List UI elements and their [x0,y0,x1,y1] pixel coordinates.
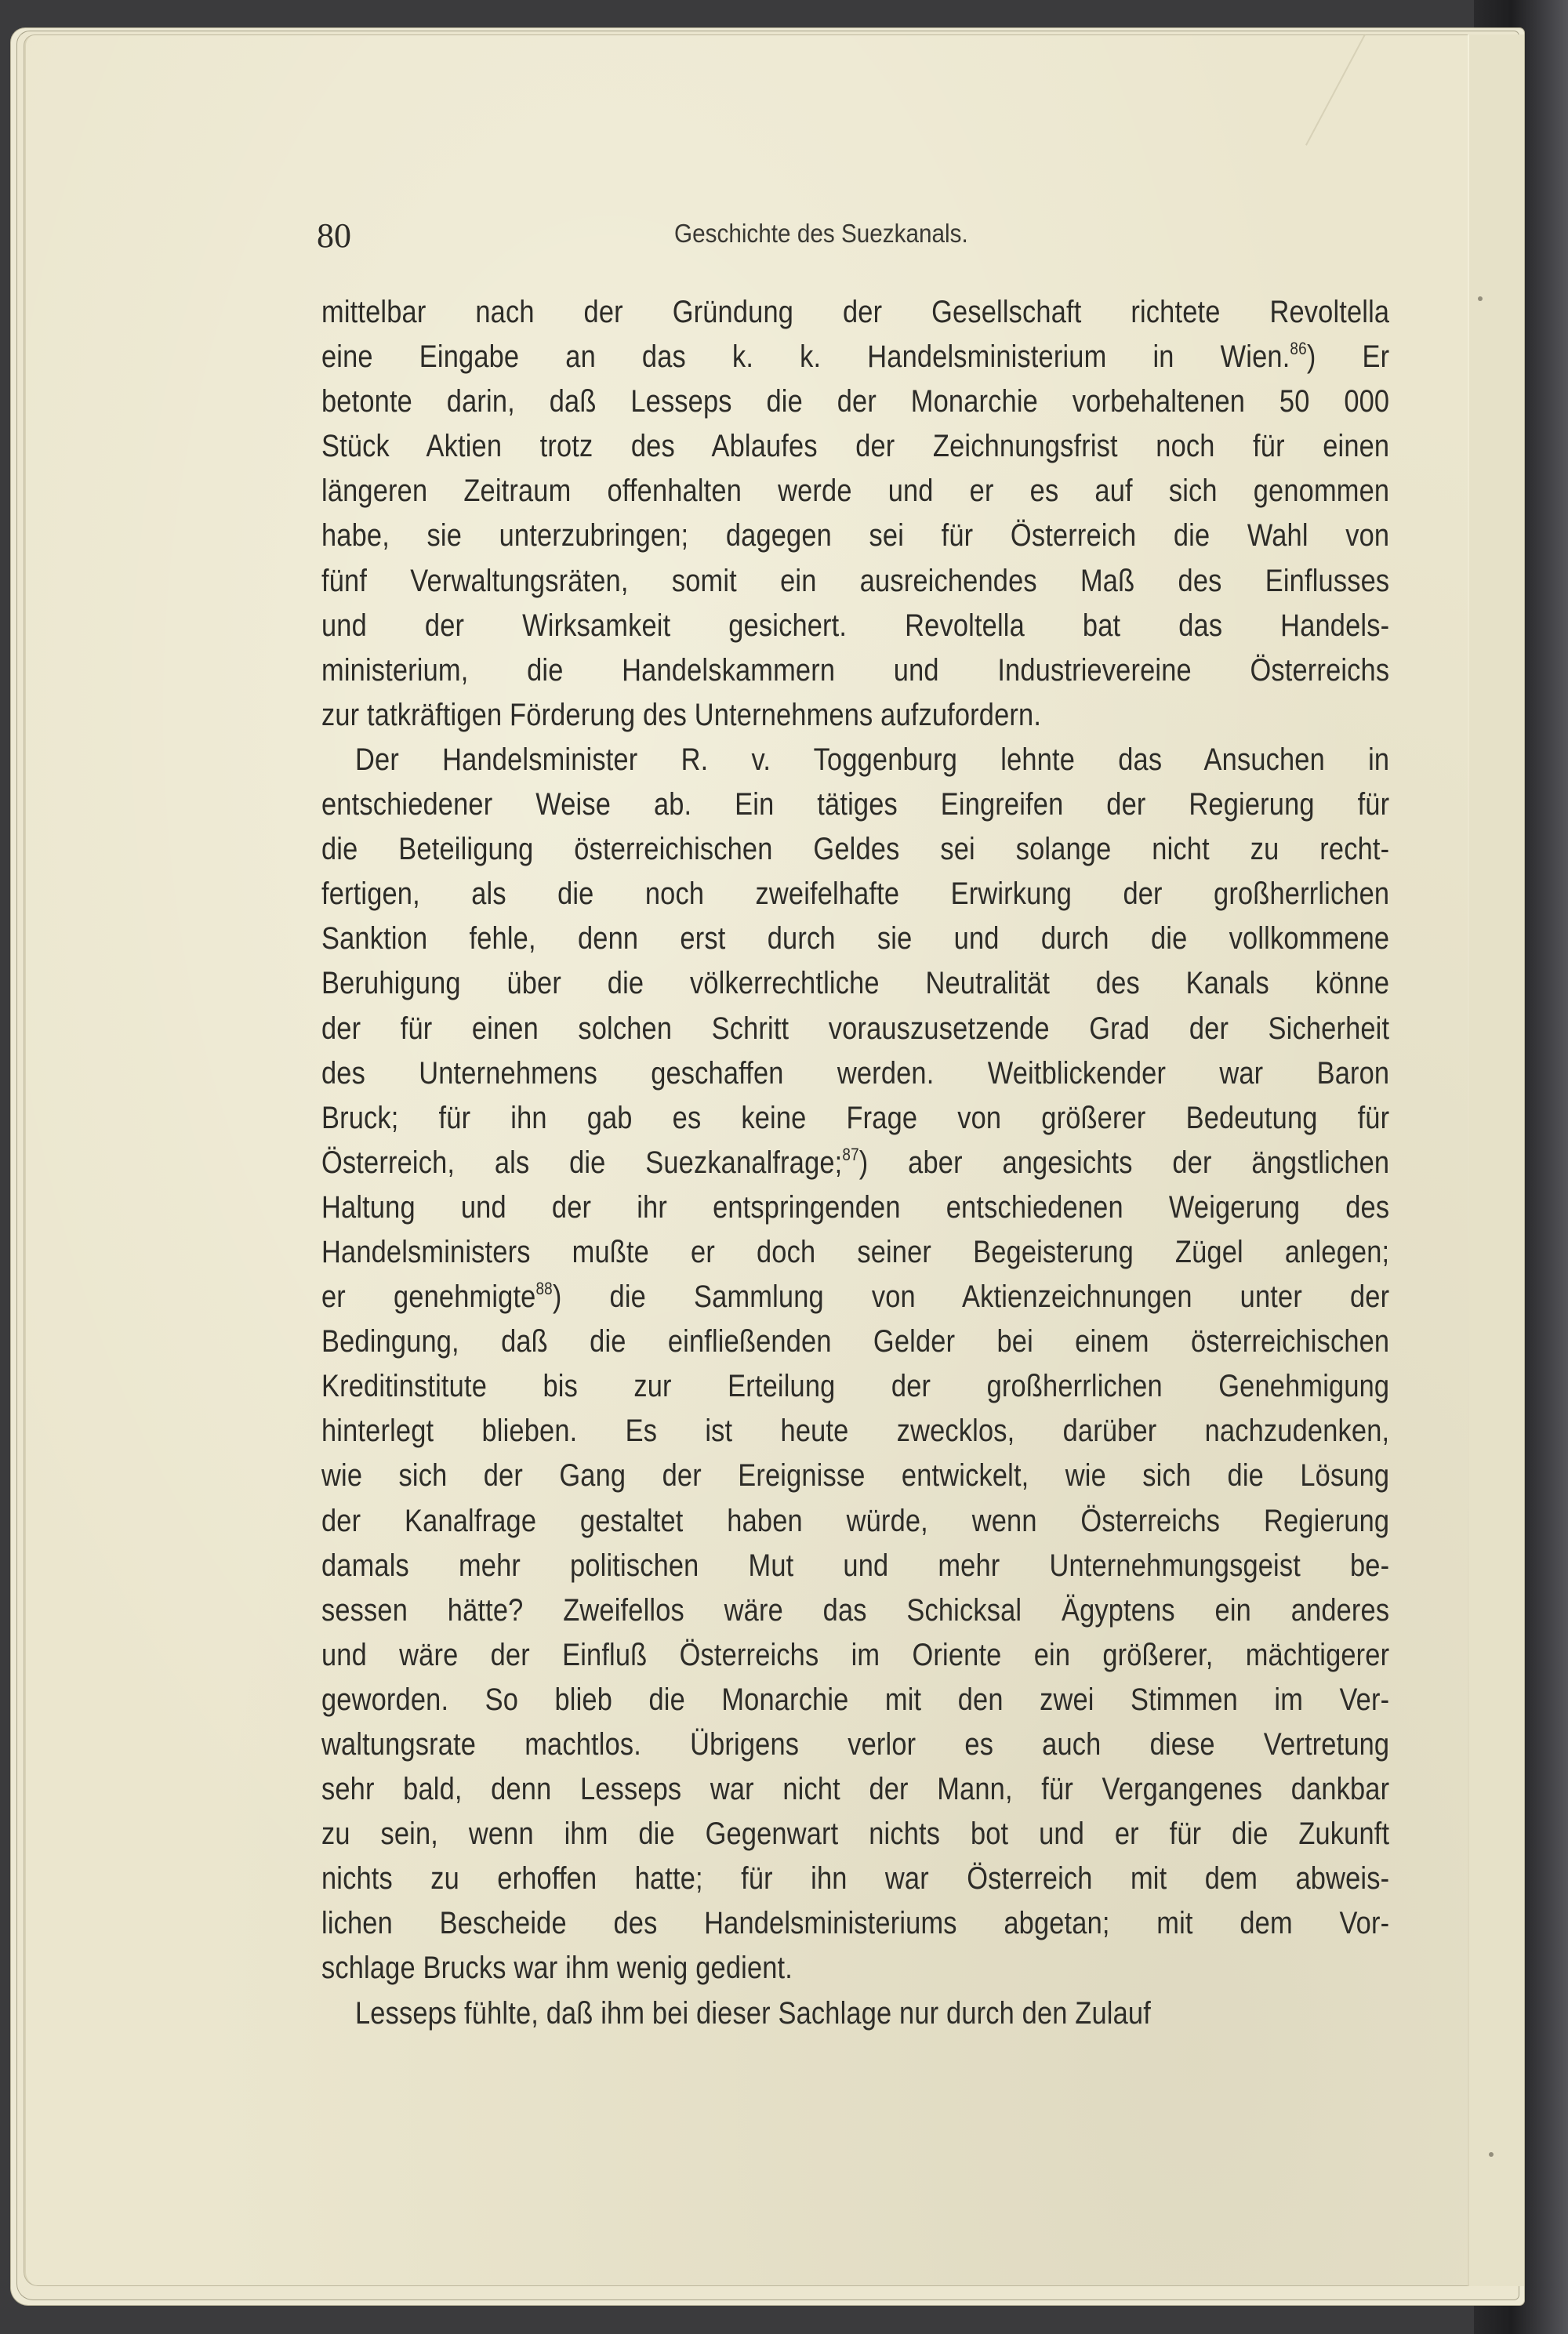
text-run: Beruhigung über die völkerrechtliche Neutralität des Kanals könne [321,966,1390,1001]
text-run: hinterlegt blieben. Es ist heute zwecklos, darüber nachzudenken, [321,1414,1390,1449]
text-line [321,1812,1389,1857]
text-run: ministerium, die Handelskammern und Industrievereine Österreichs [321,652,1390,688]
text-line [321,290,1389,335]
text-run: und der Wirksamkeit gesichert. Revoltella bat das Handels- [321,608,1390,643]
text-run: schlage Brucks war ihm wenig gedient. [321,1951,793,1986]
text-run: geworden. So blieb die Monarchie mit den zwei Stimmen im Ver- [321,1682,1390,1717]
text-line [321,827,1389,872]
text-run: ) Er [1306,339,1390,375]
text-run: fertigen, als die noch zweifelhafte Erwirkung der großherrlichen [321,877,1390,912]
text-run: er genehmigte [321,1280,536,1315]
text-line [321,604,1389,648]
text-line [321,1499,1389,1544]
text-run: sessen hätte? Zweifellos wäre das Schicksal Ägyptens ein anderes [321,1592,1390,1628]
text-line [321,1901,1389,1946]
text-line [321,738,1389,782]
text-line [321,1544,1389,1588]
text-run: ) die Sammlung von Aktienzeichnungen unter der [552,1280,1390,1315]
text-line [321,961,1389,1006]
text-line [321,872,1389,917]
text-run: Lesseps fühlte, daß ihm bei dieser Sachlage nur durch den Zulauf [355,1995,1151,2031]
footnote-marker[interactable]: 88 [535,1279,553,1299]
facing-page-edge [1469,34,1524,2286]
text-run: Stück Aktien trotz des Ablaufes der Zeichnungsfrist noch für einen [321,429,1390,464]
text-run: betonte darin, daß Lesseps die der Monarchie vorbehaltenen 50 000 [321,384,1390,419]
text-run: Der Handelsminister R. v. Toggenburg lehnte das Ansuchen in [355,742,1390,777]
paragraph [321,290,1389,738]
text-line [321,917,1389,961]
text-line [321,1319,1389,1364]
text-line [321,782,1389,827]
text-run: zu sein, wenn ihm die Gegenwart nichts bot und er für die Zukunft [321,1817,1390,1852]
text-run: Österreich, als die Suezkanalfrage; [321,1145,843,1180]
text-line [321,1633,1389,1678]
text-run: der Kanalfrage gestaltet haben würde, wenn Österreichs Regierung [321,1503,1390,1538]
footnote-marker[interactable]: 86 [1290,339,1307,359]
text-run: der für einen solchen Schritt vorauszusetzende Grad der Sicherheit [321,1011,1390,1046]
text-line [321,1678,1389,1722]
text-line [321,1185,1389,1230]
text-line [321,335,1389,379]
paper-speck [1489,2152,1494,2157]
text-run: Bruck; für ihn gab es keine Frage von größerer Bedeutung für [321,1100,1390,1135]
page-fold [1468,34,1469,2286]
text-line [321,379,1389,424]
text-line [321,559,1389,604]
text-line [321,1722,1389,1767]
text-line [321,1051,1389,1096]
text-line [321,1991,1389,2036]
text-line [321,648,1389,693]
text-line [321,1588,1389,1633]
text-line [321,1230,1389,1275]
text-run: zur tatkräftigen Förderung des Unternehmens aufzufordern. [321,697,1042,732]
running-title: Geschichte des Suezkanals. [674,219,968,248]
text-run: Bedingung, daß die einfließenden Gelder bei einem österreichischen [321,1324,1390,1359]
body-text [321,290,1389,2036]
text-run: nichts zu erhoffen hatte; für ihn war Österreich mit dem abweis- [321,1861,1390,1897]
text-run: lichen Bescheide des Handelsministeriums abgetan; mit dem Vor- [321,1906,1390,1941]
text-line [321,424,1389,469]
text-run: waltungsrate machtlos. Übrigens verlor es auch diese Vertretung [321,1727,1390,1762]
text-line [321,514,1389,558]
text-line [321,1141,1389,1185]
paper-speck [1478,296,1483,301]
text-run: längeren Zeitraum offenhalten werde und er es auf sich genommen [321,474,1390,509]
page-number: 80 [317,216,351,255]
text-line [321,1007,1389,1051]
text-line [321,1364,1389,1409]
text-run: Haltung und der ihr entspringenden entschiedenen Weigerung des [321,1189,1390,1225]
text-run: die Beteiligung österreichischen Geldes sei solange nicht zu recht- [321,832,1390,867]
text-run: damals mehr politischen Mut und mehr Unternehmungsgeist be- [321,1548,1390,1583]
text-run: Sanktion fehle, denn erst durch sie und durch die vollkommene [321,921,1390,956]
text-run: wie sich der Gang der Ereignisse entwickelt, wie sich die Lösung [321,1458,1390,1494]
text-run: mittelbar nach der Gründung der Gesellschaft richtete Revoltella [321,295,1390,329]
text-line [321,1767,1389,1812]
text-run: sehr bald, denn Lesseps war nicht der Mann, für Vergangenes dankbar [321,1772,1390,1807]
text-line [321,1946,1389,1991]
text-line [321,1857,1389,1901]
footnote-marker[interactable]: 87 [842,1144,859,1164]
text-run: eine Eingabe an das k. k. Handelsministerium in Wien. [321,339,1290,375]
text-run: ) aber angesichts der ängstlichen [858,1145,1390,1180]
text-line [321,1096,1389,1141]
text-run: Handelsministers mußte er doch seiner Begeisterung Zügel anlegen; [321,1234,1390,1269]
paragraph [321,1991,1389,2036]
text-line [321,1275,1389,1319]
paragraph [321,738,1389,1991]
text-run: fünf Verwaltungsräten, somit ein ausreichendes Maß des Einflusses [321,563,1390,598]
text-run: Kreditinstitute bis zur Erteilung der großherrlichen Genehmigung [321,1369,1390,1404]
text-run: entschiedener Weise ab. Ein tätiges Eingreifen der Regierung für [321,787,1390,822]
text-line [321,1454,1389,1498]
text-run: habe, sie unterzubringen; dagegen sei für Österreich die Wahl von [321,518,1390,554]
text-line [321,693,1389,738]
running-head [317,216,1391,263]
text-line [321,1409,1389,1454]
text-line [321,469,1389,514]
text-run: des Unternehmens geschaffen werden. Weitblickender war Baron [321,1055,1390,1091]
text-run: und wäre der Einfluß Österreichs im Oriente ein größerer, mächtigerer [321,1637,1390,1672]
